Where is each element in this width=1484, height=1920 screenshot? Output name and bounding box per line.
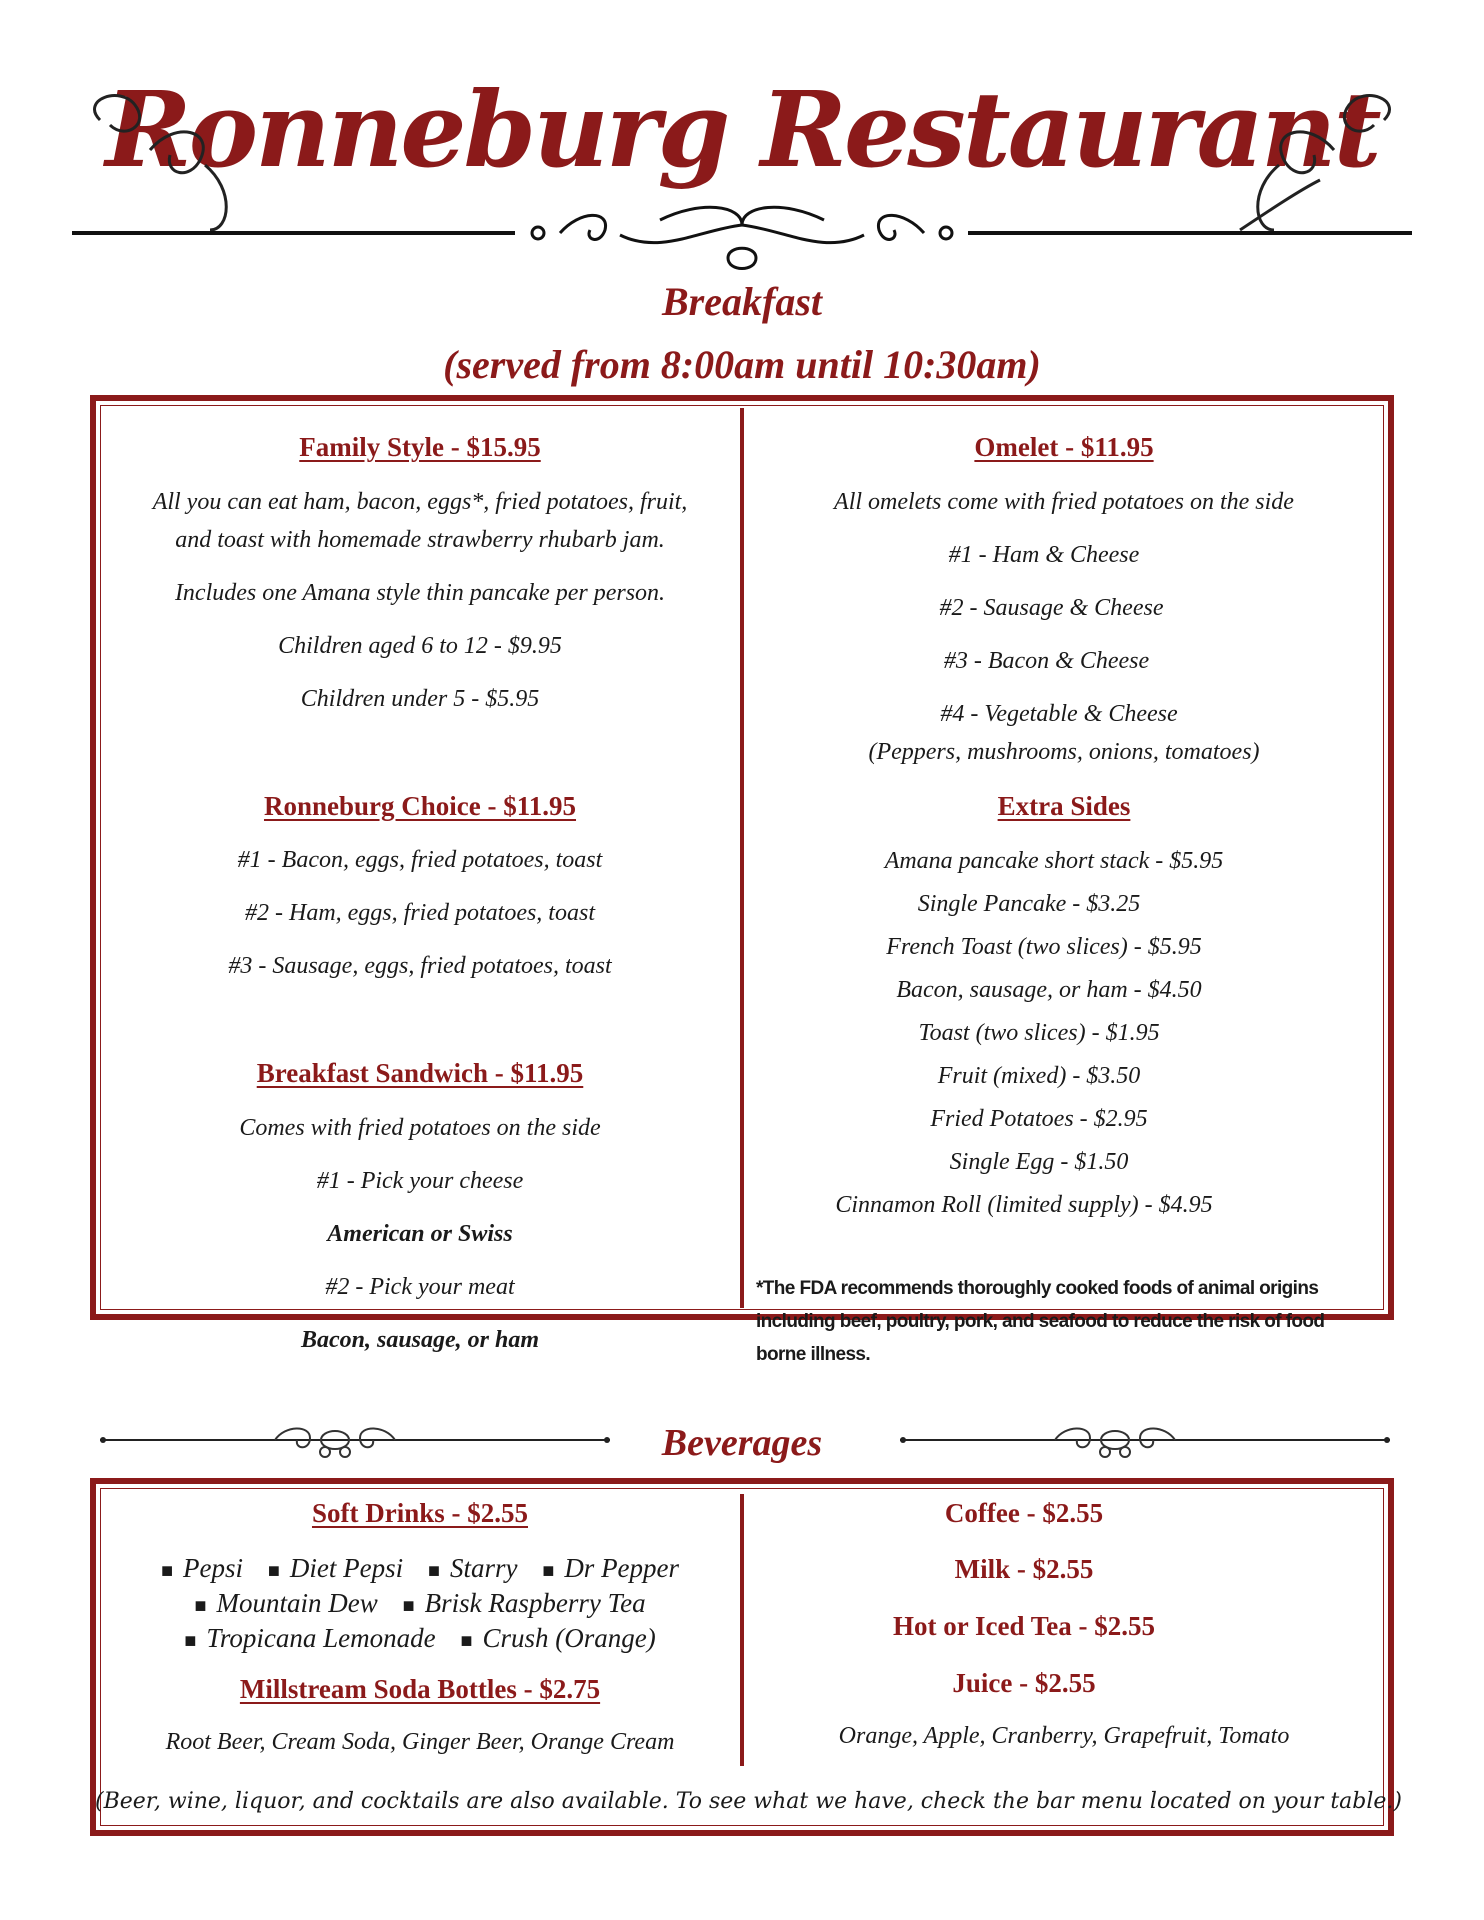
fda-note-line: borne illness. <box>756 1344 871 1365</box>
extra-sides-heading: Extra Sides <box>997 791 1131 821</box>
soft-drink-item: Brisk Raspberry Tea <box>424 1588 646 1618</box>
soft-drinks-row <box>110 1625 730 1652</box>
fda-note-line: *The FDA recommends thoroughly cooked foods of animal origins <box>756 1278 1319 1299</box>
omelet-veg-note: (Peppers, mushrooms, onions, tomatoes) <box>868 739 1260 765</box>
tea-price: Hot or Iced Tea - $2.55 <box>893 1611 1155 1641</box>
family-style-heading: Family Style - $15.95 <box>299 432 541 462</box>
bar-menu-note: (Beer, wine, liquor, and cocktails are also available. To see what we have, check the bar menu located on your table.) <box>95 1789 1402 1814</box>
millstream-heading: Millstream Soda Bottles - $2.75 <box>239 1674 601 1704</box>
extra-side-item: Fried Potatoes - $2.95 <box>930 1106 1148 1132</box>
restaurant-title: Ronneburg Restaurant <box>105 68 1379 191</box>
breakfast-sandwich-heading: Breakfast Sandwich - $11.95 <box>256 1058 584 1088</box>
bullet-icon: ■ <box>542 1560 555 1582</box>
soft-drink-item: Pepsi <box>183 1553 244 1583</box>
extra-side-item: French Toast (two slices) - $5.95 <box>886 934 1202 960</box>
pick-meat: #2 - Pick your meat <box>325 1274 515 1300</box>
milk-price: Milk - $2.55 <box>954 1554 1094 1584</box>
meat-options: Bacon, sausage, or ham <box>300 1327 540 1353</box>
family-style-desc-2: and toast with homemade strawberry rhubarb jam. <box>175 527 665 553</box>
omelet-heading: Omelet - $11.95 <box>974 432 1154 462</box>
omelet-item: #1 - Ham & Cheese <box>948 542 1140 568</box>
extra-side-item: Single Pancake - $3.25 <box>917 891 1141 917</box>
meal-title: Breakfast <box>662 279 822 324</box>
ronneburg-choice-item: #3 - Sausage, eggs, fried potatoes, toast <box>228 953 612 979</box>
breakfast-sandwich-desc: Comes with fried potatoes on the side <box>239 1115 601 1141</box>
family-style-pancake-note: Includes one Amana style thin pancake per person. <box>174 580 666 606</box>
soft-drink-item: Tropicana Lemonade <box>206 1623 436 1653</box>
beverages-left-column <box>110 0 730 1900</box>
bullet-icon: ■ <box>194 1595 207 1617</box>
extra-side-item: Toast (two slices) - $1.95 <box>918 1020 1160 1046</box>
extra-side-item: Cinnamon Roll (limited supply) - $4.95 <box>835 1192 1213 1218</box>
soft-drink-item: Crush (Orange) <box>482 1623 656 1653</box>
juice-price: Juice - $2.55 <box>952 1668 1096 1698</box>
soft-drink-item: Starry <box>449 1553 518 1583</box>
pick-cheese: #1 - Pick your cheese <box>316 1168 524 1194</box>
ronneburg-choice-item: #2 - Ham, eggs, fried potatoes, toast <box>245 900 595 926</box>
ronneburg-choice-item: #1 - Bacon, eggs, fried potatoes, toast <box>237 847 603 873</box>
millstream-flavors: Root Beer, Cream Soda, Ginger Beer, Orange Cream <box>165 1729 675 1755</box>
soft-drinks-row <box>110 1590 730 1617</box>
served-hours: (served from 8:00am until 10:30am) <box>443 342 1041 387</box>
extra-side-item: Single Egg - $1.50 <box>949 1149 1129 1175</box>
soft-drink-item: Diet Pepsi <box>289 1553 404 1583</box>
extra-side-item: Amana pancake short stack - $5.95 <box>884 848 1224 874</box>
bullet-icon: ■ <box>402 1595 415 1617</box>
bullet-icon: ■ <box>267 1560 280 1582</box>
soft-drink-item: Dr Pepper <box>564 1553 680 1583</box>
soft-drinks-row <box>110 1555 730 1582</box>
fda-note-line: including beef, poultry, pork, and seafood to reduce the risk of food <box>756 1311 1325 1332</box>
family-style-desc-1: All you can eat ham, bacon, eggs*, fried potatoes, fruit, <box>152 489 688 515</box>
bullet-icon: ■ <box>460 1630 473 1652</box>
bullet-icon: ■ <box>427 1560 440 1582</box>
children-under-5-price: Children under 5 - $5.95 <box>300 686 540 712</box>
soft-drinks-heading: Soft Drinks - $2.55 <box>311 1498 528 1528</box>
bullet-icon: ■ <box>184 1630 197 1652</box>
children-6-12-price: Children aged 6 to 12 - $9.95 <box>278 633 562 659</box>
omelet-item: #4 - Vegetable & Cheese <box>940 701 1178 727</box>
omelet-item: #2 - Sausage & Cheese <box>939 595 1164 621</box>
bullet-icon: ■ <box>160 1560 174 1582</box>
soft-drink-item: Mountain Dew <box>216 1588 378 1618</box>
ronneburg-choice-heading: Ronneburg Choice - $11.95 <box>263 791 577 821</box>
extra-side-item: Fruit (mixed) - $3.50 <box>937 1063 1141 1089</box>
extra-side-item: Bacon, sausage, or ham - $4.50 <box>896 977 1202 1003</box>
omelet-desc: All omelets come with fried potatoes on the side <box>834 489 1294 515</box>
cheese-options: American or Swiss <box>327 1221 513 1247</box>
omelet-item: #3 - Bacon & Cheese <box>943 648 1150 674</box>
coffee-price: Coffee - $2.55 <box>944 1498 1104 1528</box>
beverages-heading: Beverages <box>661 1422 823 1464</box>
beverages-right-column <box>754 0 1374 1900</box>
juice-flavors: Orange, Apple, Cranberry, Grapefruit, Tomato <box>838 1723 1290 1749</box>
